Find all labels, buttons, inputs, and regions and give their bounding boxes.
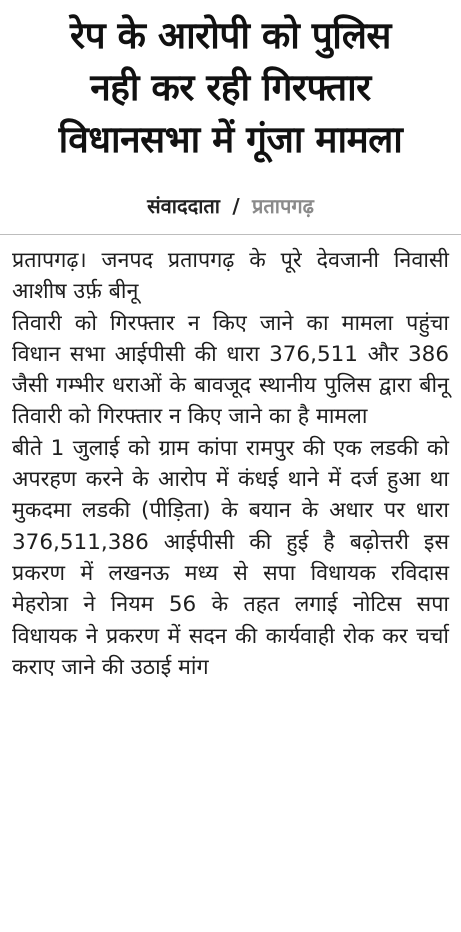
byline — [0, 192, 461, 220]
article-body — [0, 235, 461, 683]
headline-line-3: विधानसभा में गूंजा मामला — [58, 118, 403, 161]
headline — [0, 0, 461, 166]
headline-line-2: नही कर रही गिरफ्तार — [90, 66, 371, 109]
headline-line-1: रेप के आरोपी को पुलिस — [70, 14, 391, 57]
byline-separator: / — [232, 194, 240, 218]
byline-place: प्रतापगढ़ — [252, 194, 314, 218]
body-paragraph-3: बीते 1 जुलाई को ग्राम कांपा रामपुर की एक लडकी को अपरहण करने के आरोप में कंधई थाने में दर्ज हुआ था मुकदमा लडकी (पीड़िता) के बयान के अधार पर धारा 376,511,386 आईपीसी की हुई है बढ़ोत्तरी इस प्रकरण में लखनऊ मध्य से सपा विधायक रविदास मेहरोत्रा ने नियम 56 के तहत लगाई नोटिस सपा विधायक ने प्रकरण में सदन की कार्यवाही रोक कर चर्चा कराए जाने की उठाई मांग — [12, 435, 449, 680]
byline-reporter: संवाददाता — [147, 194, 220, 218]
body-paragraph-2: तिवारी को गिरफ्तार न किए जाने का मामला पहुंचा विधान सभा आईपीसी की धारा 376,511 और 386 जैसी गम्भीर धराओं के बावजूद स्थानीय पुलिस द्वारा बीनू तिवारी को गिरफ्तार न किए जाने का है मामला — [12, 310, 449, 430]
body-paragraph-1: प्रतापगढ़। जनपद प्रतापगढ़ के पूरे देवजानी निवासी आशीष उर्फ़ बीनू — [12, 248, 449, 305]
